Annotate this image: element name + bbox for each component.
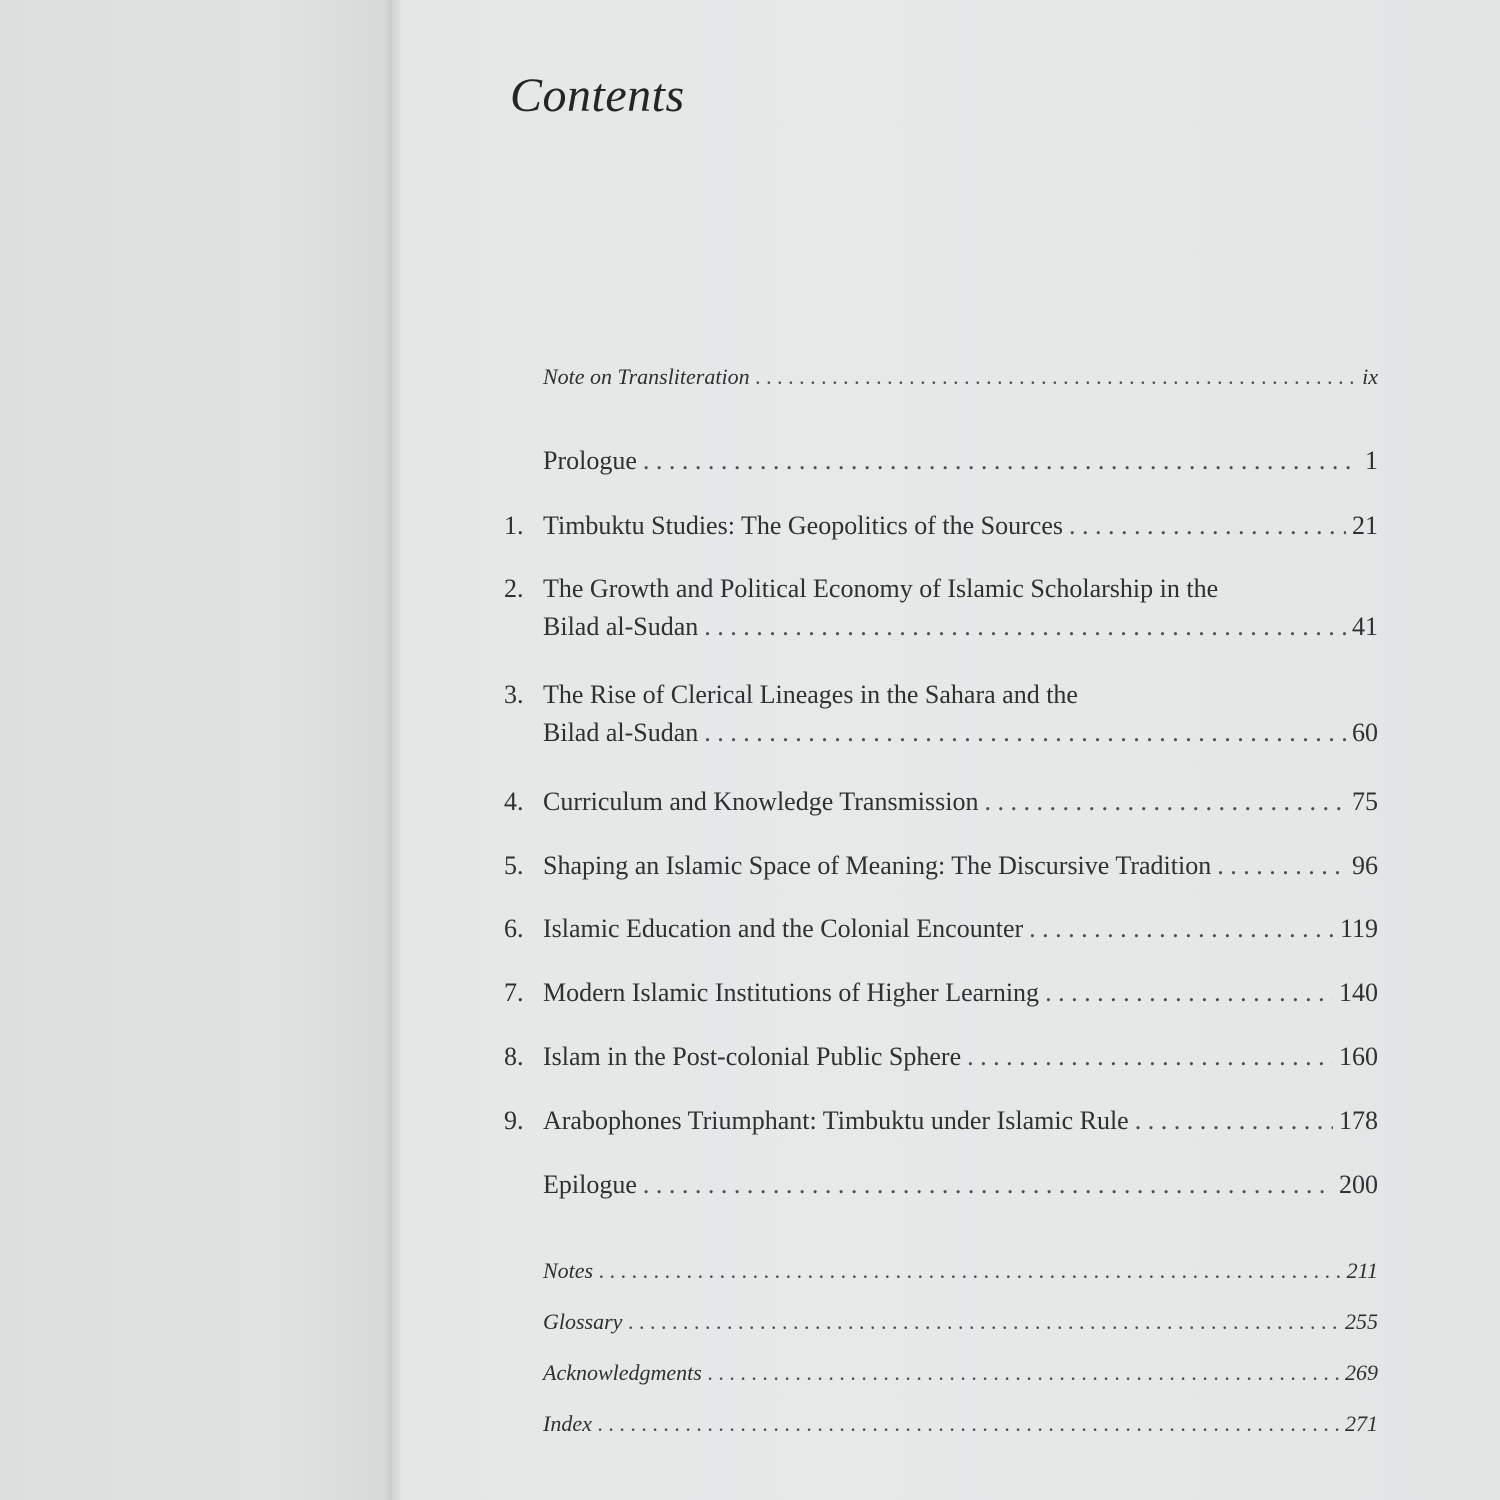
toc-entry-title: Islamic Education and the Colonial Encounter	[543, 914, 1024, 943]
toc-entry-title: Arabophones Triumphant: Timbuktu under Islamic Rule	[543, 1106, 1129, 1135]
chapter-number: 5.	[504, 851, 524, 880]
toc-entry-page: 211	[1346, 1258, 1378, 1283]
toc-entry-chapter-1	[498, 511, 1378, 541]
toc-entry-title-line-1: The Rise of Clerical Lineages in the Sahara and the	[543, 680, 1078, 709]
toc-entry-chapter-8	[498, 1042, 1378, 1072]
toc-entry-title-line-1: The Growth and Political Economy of Islamic Scholarship in the	[543, 574, 1219, 603]
toc-entry-epilogue	[498, 1170, 1378, 1200]
dot-leader	[985, 787, 1347, 817]
toc-entry-title: Prologue	[543, 446, 637, 475]
book-gutter	[384, 0, 404, 1500]
toc-entry-title: Bilad al-Sudan	[543, 718, 699, 747]
toc-entry-title: Timbuktu Studies: The Geopolitics of the Sources	[543, 511, 1063, 540]
toc-entry-chapter-6	[498, 914, 1378, 944]
toc-entry-page: ix	[1362, 364, 1378, 389]
toc-entry-acknowledgments	[498, 1360, 1378, 1386]
left-page	[0, 0, 392, 1500]
chapter-number: 9.	[504, 1106, 524, 1135]
dot-leader	[1045, 978, 1333, 1008]
toc-entry-page: 60	[1352, 718, 1378, 747]
toc-entry-title: Modern Islamic Institutions of Higher Learning	[543, 978, 1040, 1007]
dot-leader	[704, 612, 1346, 642]
toc-entry-page: 178	[1339, 1106, 1378, 1135]
toc-entry-page: 269	[1345, 1360, 1378, 1385]
dot-leader	[598, 1411, 1339, 1437]
dot-leader	[1135, 1106, 1333, 1136]
toc-entry-chapter-2	[498, 574, 1378, 642]
toc-entry-page: 21	[1352, 511, 1378, 540]
dot-leader	[1069, 511, 1346, 541]
toc-entry-title: Shaping an Islamic Space of Meaning: The Discursive Tradition	[543, 851, 1212, 880]
chapter-number: 2.	[504, 574, 524, 603]
toc-entry-prologue	[498, 446, 1378, 476]
toc-entry-chapter-9	[498, 1106, 1378, 1136]
dot-leader	[599, 1258, 1341, 1284]
toc-entry-chapter-4	[498, 787, 1378, 817]
dot-leader	[708, 1360, 1339, 1386]
toc-entry-page: 75	[1352, 787, 1378, 816]
toc-entry-title: Glossary	[543, 1309, 623, 1334]
toc-entry-glossary	[498, 1309, 1378, 1335]
toc-entry-title: Acknowledgments	[543, 1360, 702, 1385]
chapter-number: 7.	[504, 978, 524, 1007]
chapter-number: 8.	[504, 1042, 524, 1071]
toc-entry-note-on-transliteration	[498, 364, 1378, 390]
chapter-number: 1.	[504, 511, 524, 540]
page-title: Contents	[510, 69, 685, 122]
toc-entry-chapter-3	[498, 680, 1378, 748]
toc-entry-chapter-7	[498, 978, 1378, 1008]
toc-entry-title: Curriculum and Knowledge Transmission	[543, 787, 979, 816]
dot-leader	[704, 718, 1346, 748]
toc-entry-title: Epilogue	[543, 1170, 637, 1199]
toc-entry-page: 1	[1365, 446, 1378, 475]
toc-entry-page: 119	[1339, 914, 1378, 943]
toc-entry-notes	[498, 1258, 1378, 1284]
toc-entry-page: 140	[1339, 978, 1378, 1007]
dot-leader	[643, 1170, 1333, 1200]
toc-entry-chapter-5	[498, 851, 1378, 881]
toc-entry-title: Bilad al-Sudan	[543, 612, 699, 641]
dot-leader	[967, 1042, 1333, 1072]
dot-leader	[1217, 851, 1346, 881]
dot-leader	[628, 1309, 1339, 1335]
dot-leader	[756, 364, 1357, 390]
toc-entry-title: Notes	[543, 1258, 594, 1283]
dot-leader	[643, 446, 1359, 476]
toc-entry-page: 160	[1339, 1042, 1378, 1071]
toc-entry-page: 200	[1339, 1170, 1378, 1199]
toc-entry-page: 255	[1345, 1309, 1378, 1334]
toc-entry-title: Note on Transliteration	[543, 364, 750, 389]
toc-entry-title: Index	[543, 1411, 592, 1436]
toc-entry-title: Islam in the Post-colonial Public Sphere	[543, 1042, 962, 1071]
chapter-number: 4.	[504, 787, 524, 816]
toc-entry-index	[498, 1411, 1378, 1437]
toc-entry-page: 41	[1352, 612, 1378, 641]
dot-leader	[1029, 914, 1334, 944]
chapter-number: 6.	[504, 914, 524, 943]
toc-entry-page: 96	[1352, 851, 1378, 880]
toc-entry-page: 271	[1345, 1411, 1378, 1436]
chapter-number: 3.	[504, 680, 524, 709]
